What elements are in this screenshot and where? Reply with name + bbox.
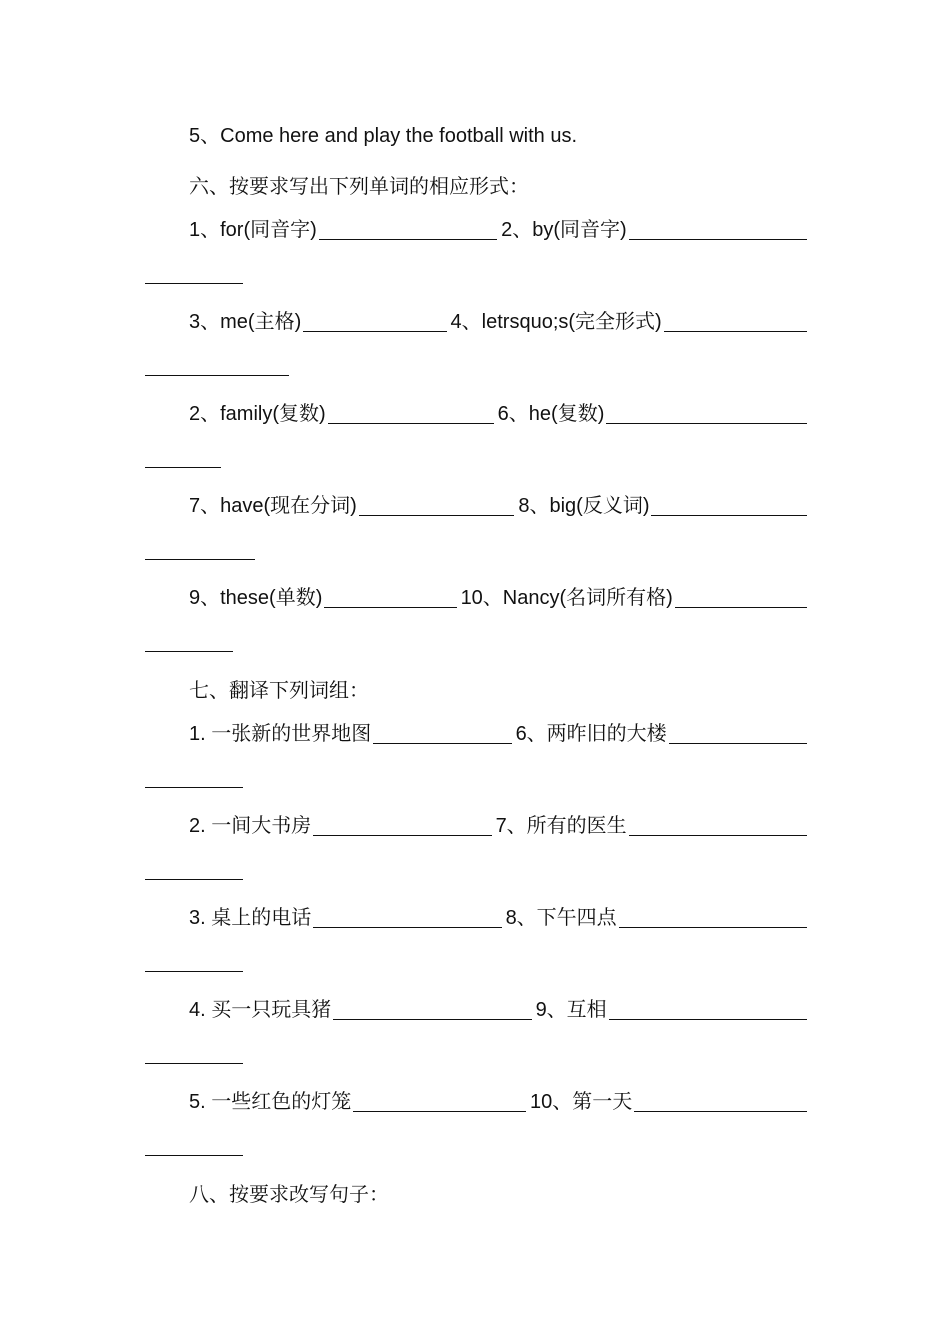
s6-row-1: [145, 217, 807, 243]
s7-row-4: [145, 997, 807, 1023]
s7-row-5: [145, 1089, 807, 1115]
blank[interactable]: [619, 927, 807, 928]
s7-item-4: 4. 买一只玩具猪: [189, 999, 332, 1021]
sentence-5: 5、Come here and play the football with us.: [189, 125, 577, 147]
s6-item-2: 2、by(同音字): [501, 219, 627, 241]
s7-item-8: 8、下午四点: [505, 907, 617, 929]
s6-row-3: [145, 401, 807, 427]
blank[interactable]: [651, 515, 807, 516]
blank[interactable]: [359, 515, 515, 516]
blank[interactable]: [303, 331, 446, 332]
s6-row-2: [145, 309, 807, 335]
s7-item-2: 2. 一间大书房: [189, 815, 312, 837]
blank-continuation[interactable]: [145, 1063, 243, 1064]
s6-row-4: [145, 493, 807, 519]
s7-row-3: [145, 905, 807, 931]
blank[interactable]: [629, 835, 807, 836]
blank[interactable]: [634, 1111, 807, 1112]
s6-item-3: 3、me(主格): [189, 311, 302, 333]
blank-continuation[interactable]: [145, 787, 243, 788]
blank[interactable]: [333, 1019, 531, 1020]
blank-continuation[interactable]: [145, 375, 289, 376]
blank-continuation[interactable]: [145, 879, 243, 880]
s6-item-6: 6、he(复数): [497, 403, 605, 425]
blank-continuation[interactable]: [145, 971, 243, 972]
blank-continuation[interactable]: [145, 651, 233, 652]
s6-item-8: 8、big(反义词): [518, 495, 650, 517]
s6-item-1: 1、for(同音字): [189, 219, 317, 241]
section-6-heading: 六、按要求写出下列单词的相应形式：: [189, 174, 529, 198]
blank-continuation[interactable]: [145, 283, 243, 284]
s7-item-7: 7、所有的医生: [495, 815, 627, 837]
blank[interactable]: [675, 607, 807, 608]
blank[interactable]: [328, 423, 494, 424]
s6-item-10: 10、Nancy(名词所有格): [460, 587, 673, 609]
s7-row-1: [145, 721, 807, 747]
blank[interactable]: [606, 423, 807, 424]
blank[interactable]: [319, 239, 497, 240]
s7-item-9: 9、互相: [535, 999, 607, 1021]
blank-continuation[interactable]: [145, 559, 255, 560]
blank[interactable]: [669, 743, 807, 744]
s7-row-2: [145, 813, 807, 839]
blank[interactable]: [313, 835, 491, 836]
s6-item-5: 2、family(复数): [189, 403, 326, 425]
blank[interactable]: [373, 743, 511, 744]
blank[interactable]: [353, 1111, 526, 1112]
blank[interactable]: [313, 927, 501, 928]
s7-item-3: 3. 桌上的电话: [189, 907, 312, 929]
s7-item-10: 10、第一天: [530, 1091, 633, 1113]
blank[interactable]: [664, 331, 807, 332]
s6-item-4: 4、letrsquo;s(完全形式): [450, 311, 662, 333]
s7-item-5: 5. 一些红色的灯笼: [189, 1091, 352, 1113]
s7-item-1: 1. 一张新的世界地图: [189, 723, 372, 745]
section-7-heading: 七、翻译下列词组：: [189, 678, 369, 702]
blank-continuation[interactable]: [145, 1155, 243, 1156]
blank[interactable]: [324, 607, 456, 608]
blank[interactable]: [609, 1019, 807, 1020]
blank[interactable]: [629, 239, 807, 240]
s7-item-6: 6、两昨旧的大楼: [515, 723, 667, 745]
section-8-heading: 八、按要求改写句子：: [189, 1182, 389, 1206]
s6-row-5: [145, 585, 807, 611]
blank-continuation[interactable]: [145, 467, 221, 468]
s6-item-9: 9、these(单数): [189, 587, 323, 609]
s6-item-7: 7、have(现在分词): [189, 495, 357, 517]
